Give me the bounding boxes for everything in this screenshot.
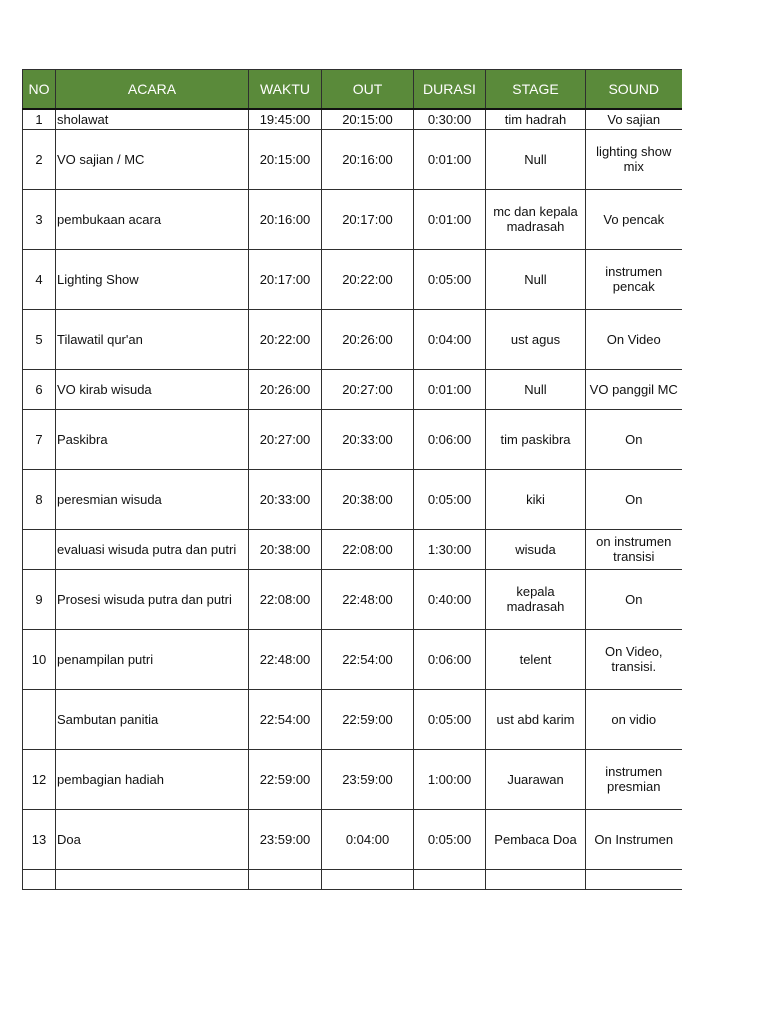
table-row [23, 749, 682, 809]
cell-stage: Null [486, 249, 586, 309]
col-no-header: NO [23, 70, 56, 110]
cell-sound: On [586, 469, 682, 529]
cell-sound: Vo pencak [586, 189, 682, 249]
cell-no: 9 [23, 569, 56, 629]
cell-stage: tim hadrah [486, 109, 586, 129]
cell-no: 13 [23, 809, 56, 869]
cell-acara: evaluasi wisuda putra dan putri [56, 529, 249, 569]
cell-durasi: 0:01:00 [414, 369, 486, 409]
cell-out: 20:17:00 [322, 189, 414, 249]
cell-out [322, 869, 414, 889]
table-row [23, 409, 682, 469]
table-row [23, 569, 682, 629]
cell-out: 23:59:00 [322, 749, 414, 809]
cell-durasi [414, 869, 486, 889]
cell-out: 20:16:00 [322, 129, 414, 189]
cell-sound [586, 869, 682, 889]
cell-waktu: 22:54:00 [249, 689, 322, 749]
cell-stage: Pembaca Doa [486, 809, 586, 869]
cell-waktu [249, 869, 322, 889]
cell-durasi: 0:40:00 [414, 569, 486, 629]
cell-acara: Prosesi wisuda putra dan putri [56, 569, 249, 629]
col-stage-header: STAGE [486, 70, 586, 110]
table-row [23, 369, 682, 409]
cell-durasi: 0:01:00 [414, 189, 486, 249]
cell-stage: kiki [486, 469, 586, 529]
cell-acara: Lighting Show [56, 249, 249, 309]
cell-durasi: 1:30:00 [414, 529, 486, 569]
cell-out: 22:48:00 [322, 569, 414, 629]
cell-waktu: 20:22:00 [249, 309, 322, 369]
cell-stage: Juarawan [486, 749, 586, 809]
cell-sound: Vo sajian [586, 109, 682, 129]
cell-acara: pembukaan acara [56, 189, 249, 249]
table-row [23, 809, 682, 869]
cell-no: 7 [23, 409, 56, 469]
cell-durasi: 0:05:00 [414, 469, 486, 529]
cell-acara: sholawat [56, 109, 249, 129]
cell-sound: on instrumen transisi [586, 529, 682, 569]
cell-sound: On Video, transisi. [586, 629, 682, 689]
cell-out: 22:59:00 [322, 689, 414, 749]
cell-stage: kepala madrasah [486, 569, 586, 629]
cell-stage: ust abd karim [486, 689, 586, 749]
col-sound-header: SOUND [586, 70, 682, 110]
cell-durasi: 0:06:00 [414, 409, 486, 469]
cell-out: 22:54:00 [322, 629, 414, 689]
cell-no: 2 [23, 129, 56, 189]
cell-waktu: 22:48:00 [249, 629, 322, 689]
cell-acara: Paskibra [56, 409, 249, 469]
cell-acara [56, 869, 249, 889]
cell-no [23, 689, 56, 749]
cell-stage [486, 869, 586, 889]
table-row [23, 869, 682, 889]
cell-waktu: 20:38:00 [249, 529, 322, 569]
col-durasi-header: DURASI [414, 70, 486, 110]
cell-stage: Null [486, 129, 586, 189]
cell-acara: Doa [56, 809, 249, 869]
cell-out: 20:15:00 [322, 109, 414, 129]
cell-sound: On [586, 409, 682, 469]
table-header [23, 70, 682, 110]
cell-waktu: 20:17:00 [249, 249, 322, 309]
table-row [23, 129, 682, 189]
cell-out: 20:26:00 [322, 309, 414, 369]
cell-stage: ust agus [486, 309, 586, 369]
cell-no: 3 [23, 189, 56, 249]
cell-durasi: 0:05:00 [414, 249, 486, 309]
table-row [23, 309, 682, 369]
cell-stage: wisuda [486, 529, 586, 569]
cell-stage: tim paskibra [486, 409, 586, 469]
cell-sound: On [586, 569, 682, 629]
cell-stage: mc dan kepala madrasah [486, 189, 586, 249]
cell-no: 4 [23, 249, 56, 309]
cell-out: 22:08:00 [322, 529, 414, 569]
cell-no [23, 869, 56, 889]
cell-sound: on vidio [586, 689, 682, 749]
cell-no [23, 529, 56, 569]
cell-acara: peresmian wisuda [56, 469, 249, 529]
table-row [23, 189, 682, 249]
cell-durasi: 1:00:00 [414, 749, 486, 809]
cell-acara: VO kirab wisuda [56, 369, 249, 409]
cell-out: 0:04:00 [322, 809, 414, 869]
table-row [23, 529, 682, 569]
cell-sound: instrumen pencak [586, 249, 682, 309]
cell-sound: lighting show mix [586, 129, 682, 189]
cell-no: 1 [23, 109, 56, 129]
cell-no: 6 [23, 369, 56, 409]
cell-sound: On Video [586, 309, 682, 369]
cell-durasi: 0:04:00 [414, 309, 486, 369]
cell-waktu: 20:33:00 [249, 469, 322, 529]
cell-out: 20:27:00 [322, 369, 414, 409]
cell-acara: VO sajian / MC [56, 129, 249, 189]
schedule-table [22, 69, 682, 890]
cell-out: 20:22:00 [322, 249, 414, 309]
cell-no: 5 [23, 309, 56, 369]
cell-acara: Sambutan panitia [56, 689, 249, 749]
cell-no: 10 [23, 629, 56, 689]
cell-stage: Null [486, 369, 586, 409]
cell-acara: pembagian hadiah [56, 749, 249, 809]
cell-out: 20:33:00 [322, 409, 414, 469]
table-row [23, 249, 682, 309]
table-row [23, 469, 682, 529]
table-row [23, 629, 682, 689]
cell-out: 20:38:00 [322, 469, 414, 529]
cell-waktu: 20:27:00 [249, 409, 322, 469]
cell-acara: penampilan putri [56, 629, 249, 689]
cell-durasi: 0:01:00 [414, 129, 486, 189]
col-acara-header: ACARA [56, 70, 249, 110]
cell-waktu: 20:16:00 [249, 189, 322, 249]
table-row [23, 109, 682, 129]
cell-waktu: 22:59:00 [249, 749, 322, 809]
cell-waktu: 22:08:00 [249, 569, 322, 629]
cell-durasi: 0:05:00 [414, 809, 486, 869]
cell-no: 8 [23, 469, 56, 529]
cell-no: 12 [23, 749, 56, 809]
table-body [23, 109, 682, 889]
col-out-header: OUT [322, 70, 414, 110]
header-row [23, 70, 682, 110]
cell-sound: instrumen presmian [586, 749, 682, 809]
cell-durasi: 0:06:00 [414, 629, 486, 689]
cell-durasi: 0:30:00 [414, 109, 486, 129]
cell-waktu: 23:59:00 [249, 809, 322, 869]
cell-acara: Tilawatil qur'an [56, 309, 249, 369]
cell-waktu: 20:15:00 [249, 129, 322, 189]
cell-waktu: 20:26:00 [249, 369, 322, 409]
cell-waktu: 19:45:00 [249, 109, 322, 129]
col-waktu-header: WAKTU [249, 70, 322, 110]
cell-sound: On Instrumen [586, 809, 682, 869]
table-row [23, 689, 682, 749]
cell-stage: telent [486, 629, 586, 689]
cell-durasi: 0:05:00 [414, 689, 486, 749]
cell-sound: VO panggil MC [586, 369, 682, 409]
